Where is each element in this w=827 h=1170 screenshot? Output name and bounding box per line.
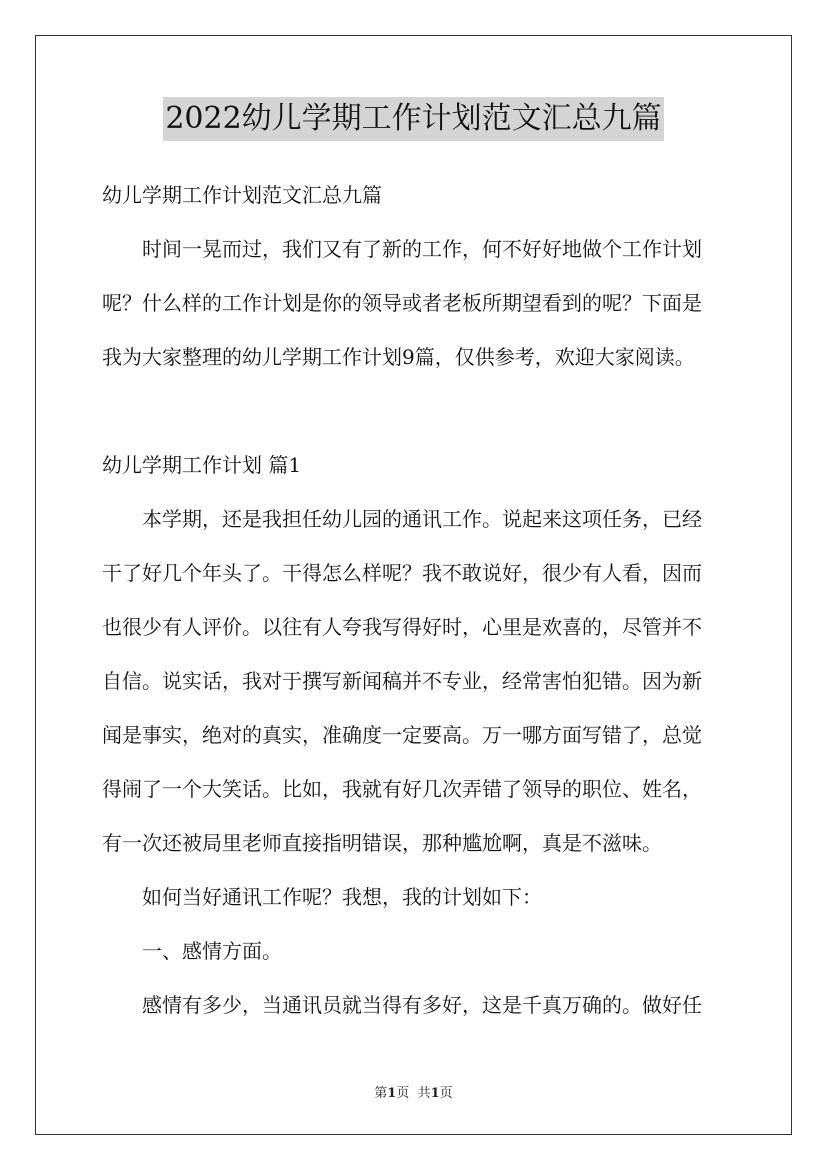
paragraph-line: 如何当好通讯工作呢？我想，我的计划如下： (102, 885, 542, 909)
footer-page-suffix: 页 (396, 1086, 410, 1101)
page-footer (0, 1082, 827, 1101)
footer-page-number: 1 (387, 1086, 397, 1101)
section-heading: 幼儿学期工作计划 篇1 (102, 453, 302, 477)
paragraph-line: 闻是事实，绝对的真实，准确度一定要高。万一哪方面写错了，总觉 (102, 723, 702, 747)
paragraph-line: 感情有多少，当通讯员就当得有多好，这是千真万确的。做好任 (102, 993, 702, 1017)
footer-page-prefix: 第 (374, 1086, 388, 1101)
document-title: 2022幼儿学期工作计划范文汇总九篇 (163, 97, 663, 141)
paragraph-line: 时间一晃而过，我们又有了新的工作，何不好好地做个工作计划 (102, 237, 702, 261)
paragraph-line: 我为大家整理的幼儿学期工作计划9篇，仅供参考，欢迎大家阅读。 (102, 345, 695, 369)
title-wrap (0, 97, 827, 141)
paragraph-line: 呢？什么样的工作计划是你的领导或者老板所期望看到的呢？下面是 (102, 291, 702, 315)
paragraph-line: 得闹了一个大笑话。比如，我就有好几次弄错了领导的职位、姓名， (102, 777, 702, 801)
paragraph-line: 干了好几个年头了。干得怎么样呢？我不敢说好，很少有人看，因而 (102, 561, 702, 585)
paragraph-line: 也很少有人评价。以往有人夸我写得好时，心里是欢喜的，尽管并不 (102, 615, 702, 639)
paragraph-line: 本学期，还是我担任幼儿园的通讯工作。说起来这项任务，已经 (102, 507, 702, 531)
footer-total-suffix: 页 (439, 1086, 453, 1101)
footer-total-prefix: 共 (417, 1086, 431, 1101)
footer-total-pages: 1 (430, 1086, 440, 1101)
paragraph-line: 有一次还被局里老师直接指明错误，那种尴尬啊，真是不滋味。 (102, 831, 662, 855)
paragraph-line: 自信。说实话，我对于撰写新闻稿并不专业，经常害怕犯错。因为新 (102, 669, 702, 693)
subtitle-line: 幼儿学期工作计划范文汇总九篇 (102, 183, 382, 207)
paragraph-line: 一、感情方面。 (102, 939, 282, 963)
